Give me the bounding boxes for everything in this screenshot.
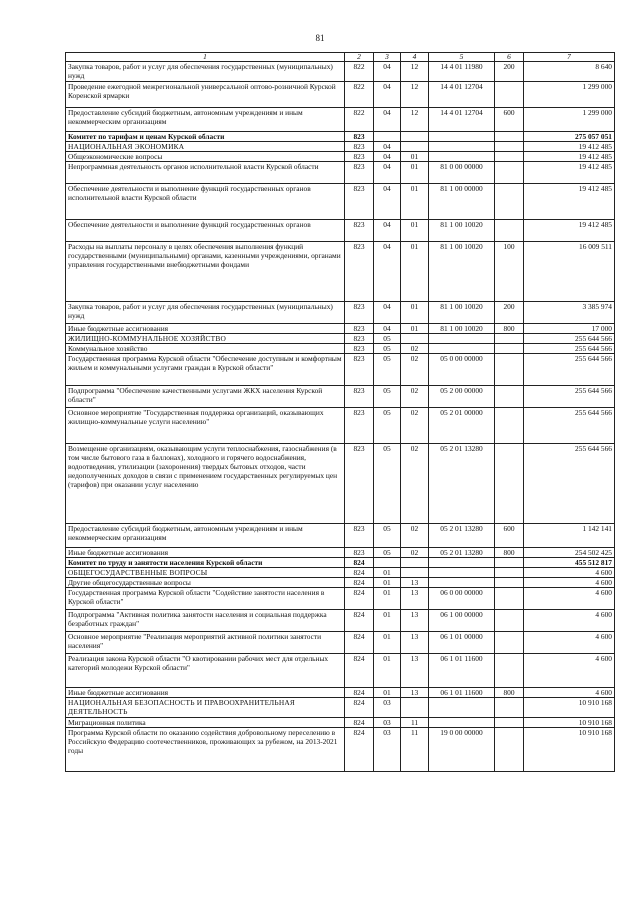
cell-expense-type bbox=[495, 578, 524, 588]
cell-name: Общеэкономические вопросы bbox=[66, 152, 345, 162]
cell-name: Комитет по тарифам и ценам Курской области bbox=[66, 132, 345, 142]
table-row bbox=[66, 444, 615, 524]
cell-name: Иные бюджетные ассигнования bbox=[66, 688, 345, 698]
cell-subsection: 01 bbox=[401, 152, 429, 162]
cell-grbs: 823 bbox=[345, 142, 374, 152]
cell-name: НАЦИОНАЛЬНАЯ БЕЗОПАСНОСТЬ И ПРАВООХРАНИТЕЛЬНАЯ ДЕЯТЕЛЬНОСТЬ bbox=[66, 698, 345, 718]
cell-subsection: 11 bbox=[401, 718, 429, 728]
cell-subsection bbox=[401, 132, 429, 142]
cell-grbs: 823 bbox=[345, 444, 374, 524]
cell-section: 04 bbox=[374, 302, 401, 324]
cell-expense-type bbox=[495, 654, 524, 688]
cell-target-article: 81 1 00 10020 bbox=[429, 242, 495, 302]
cell-expense-type bbox=[495, 568, 524, 578]
cell-subsection: 01 bbox=[401, 220, 429, 242]
col-header-target-article: 5 bbox=[429, 53, 495, 62]
cell-target-article: 05 2 01 00000 bbox=[429, 408, 495, 444]
cell-subsection bbox=[401, 142, 429, 152]
table-row bbox=[66, 162, 615, 184]
cell-subsection: 11 bbox=[401, 728, 429, 772]
cell-expense-type bbox=[495, 386, 524, 408]
cell-amount: 19 412 485 bbox=[524, 152, 615, 162]
table-row bbox=[66, 568, 615, 578]
cell-section: 05 bbox=[374, 386, 401, 408]
cell-section: 05 bbox=[374, 344, 401, 354]
cell-expense-type bbox=[495, 728, 524, 772]
cell-expense-type: 100 bbox=[495, 242, 524, 302]
cell-target-article bbox=[429, 334, 495, 344]
table-row bbox=[66, 524, 615, 548]
cell-grbs: 823 bbox=[345, 184, 374, 220]
cell-name: Закупка товаров, работ и услуг для обеспечения государственных (муниципальных) нужд bbox=[66, 302, 345, 324]
cell-amount: 255 644 566 bbox=[524, 444, 615, 524]
table-row bbox=[66, 132, 615, 142]
cell-subsection bbox=[401, 568, 429, 578]
cell-subsection bbox=[401, 558, 429, 568]
cell-grbs: 823 bbox=[345, 132, 374, 142]
cell-subsection: 02 bbox=[401, 344, 429, 354]
cell-name: Предоставление субсидий бюджетным, автономным учреждениям и иным некоммерческим организациям bbox=[66, 108, 345, 132]
cell-amount: 4 600 bbox=[524, 654, 615, 688]
table-row bbox=[66, 588, 615, 610]
cell-target-article: 81 1 00 10020 bbox=[429, 220, 495, 242]
cell-subsection: 13 bbox=[401, 578, 429, 588]
cell-name: ОБЩЕГОСУДАРСТВЕННЫЕ ВОПРОСЫ bbox=[66, 568, 345, 578]
cell-amount: 16 009 511 bbox=[524, 242, 615, 302]
cell-target-article: 06 1 01 00000 bbox=[429, 632, 495, 654]
cell-section: 01 bbox=[374, 568, 401, 578]
col-header-name: 1 bbox=[66, 53, 345, 62]
cell-subsection: 12 bbox=[401, 62, 429, 82]
table-row bbox=[66, 324, 615, 334]
cell-section: 01 bbox=[374, 588, 401, 610]
table-row bbox=[66, 82, 615, 108]
cell-subsection: 02 bbox=[401, 386, 429, 408]
table-row bbox=[66, 242, 615, 302]
cell-grbs: 824 bbox=[345, 558, 374, 568]
cell-section: 04 bbox=[374, 242, 401, 302]
cell-name: Реализация закона Курской области "О квотировании рабочих мест для отдельных категорий молодежи Курской области" bbox=[66, 654, 345, 688]
cell-expense-type bbox=[495, 698, 524, 718]
cell-section: 03 bbox=[374, 718, 401, 728]
cell-name: Расходы на выплаты персоналу в целях обеспечения выполнения функций государственными (муниципальными) органами, казенными учреждениями, органами управления государственными внебюджетными фондами bbox=[66, 242, 345, 302]
cell-grbs: 823 bbox=[345, 386, 374, 408]
cell-section: 01 bbox=[374, 610, 401, 632]
cell-grbs: 824 bbox=[345, 718, 374, 728]
cell-expense-type bbox=[495, 132, 524, 142]
cell-grbs: 823 bbox=[345, 220, 374, 242]
cell-section: 04 bbox=[374, 152, 401, 162]
cell-target-article: 05 2 01 13280 bbox=[429, 524, 495, 548]
table-row bbox=[66, 152, 615, 162]
table-row bbox=[66, 142, 615, 152]
cell-name: Обеспечение деятельности и выполнение функций государственных органов исполнительной власти Курской области bbox=[66, 184, 345, 220]
cell-subsection: 01 bbox=[401, 302, 429, 324]
cell-section: 04 bbox=[374, 62, 401, 82]
cell-section bbox=[374, 132, 401, 142]
table-row bbox=[66, 220, 615, 242]
cell-subsection: 02 bbox=[401, 408, 429, 444]
cell-section: 04 bbox=[374, 324, 401, 334]
cell-section: 05 bbox=[374, 354, 401, 386]
cell-grbs: 824 bbox=[345, 688, 374, 698]
table-row bbox=[66, 354, 615, 386]
table-row bbox=[66, 578, 615, 588]
col-header-amount: 7 bbox=[524, 53, 615, 62]
cell-expense-type bbox=[495, 162, 524, 184]
cell-amount: 255 644 566 bbox=[524, 354, 615, 386]
cell-amount: 4 600 bbox=[524, 632, 615, 654]
cell-name: Коммунальное хозяйство bbox=[66, 344, 345, 354]
table-row bbox=[66, 62, 615, 82]
cell-section: 04 bbox=[374, 184, 401, 220]
cell-grbs: 822 bbox=[345, 108, 374, 132]
cell-section: 05 bbox=[374, 408, 401, 444]
cell-expense-type bbox=[495, 588, 524, 610]
cell-section: 01 bbox=[374, 578, 401, 588]
cell-subsection: 13 bbox=[401, 654, 429, 688]
cell-expense-type: 800 bbox=[495, 688, 524, 698]
cell-name: Другие общегосударственные вопросы bbox=[66, 578, 345, 588]
cell-section: 01 bbox=[374, 688, 401, 698]
cell-target-article: 06 1 00 00000 bbox=[429, 610, 495, 632]
cell-subsection: 01 bbox=[401, 184, 429, 220]
table-row bbox=[66, 548, 615, 558]
table-row bbox=[66, 408, 615, 444]
cell-expense-type: 200 bbox=[495, 302, 524, 324]
cell-subsection: 01 bbox=[401, 242, 429, 302]
table-row bbox=[66, 688, 615, 698]
cell-expense-type bbox=[495, 184, 524, 220]
cell-grbs: 823 bbox=[345, 354, 374, 386]
cell-amount: 10 910 168 bbox=[524, 718, 615, 728]
cell-grbs: 823 bbox=[345, 548, 374, 558]
cell-amount: 4 600 bbox=[524, 568, 615, 578]
cell-amount: 4 600 bbox=[524, 688, 615, 698]
cell-grbs: 824 bbox=[345, 578, 374, 588]
table-row bbox=[66, 718, 615, 728]
cell-expense-type bbox=[495, 354, 524, 386]
cell-subsection: 01 bbox=[401, 162, 429, 184]
cell-section: 04 bbox=[374, 82, 401, 108]
cell-grbs: 824 bbox=[345, 654, 374, 688]
cell-target-article: 06 1 01 11600 bbox=[429, 688, 495, 698]
cell-name: ЖИЛИЩНО-КОММУНАЛЬНОЕ ХОЗЯЙСТВО bbox=[66, 334, 345, 344]
table-row bbox=[66, 654, 615, 688]
cell-section: 05 bbox=[374, 524, 401, 548]
cell-section: 03 bbox=[374, 728, 401, 772]
cell-expense-type: 800 bbox=[495, 548, 524, 558]
cell-name: Возмещение организациям, оказывающим услуги теплоснабжения, газоснабжения (в том числе бытового газа в баллонах), холодного и горячего водоснабжения, водоотведения, утилизации (захоронения) твердых бытовых отходов, части недополученных доходов в связи с применением государственных регулируемых цен (тарифов) при оказании услуг населению bbox=[66, 444, 345, 524]
cell-target-article: 14 4 01 11980 bbox=[429, 62, 495, 82]
cell-target-article bbox=[429, 344, 495, 354]
cell-target-article: 81 1 00 10020 bbox=[429, 302, 495, 324]
cell-amount: 4 600 bbox=[524, 578, 615, 588]
cell-target-article: 14 4 01 12704 bbox=[429, 82, 495, 108]
cell-grbs: 823 bbox=[345, 302, 374, 324]
cell-section: 01 bbox=[374, 654, 401, 688]
cell-subsection bbox=[401, 698, 429, 718]
cell-expense-type bbox=[495, 334, 524, 344]
cell-grbs: 824 bbox=[345, 728, 374, 772]
cell-target-article bbox=[429, 718, 495, 728]
cell-subsection: 01 bbox=[401, 324, 429, 334]
cell-section: 05 bbox=[374, 444, 401, 524]
budget-table bbox=[65, 52, 615, 772]
cell-amount: 255 644 566 bbox=[524, 344, 615, 354]
cell-amount: 455 512 817 bbox=[524, 558, 615, 568]
header-row bbox=[66, 53, 615, 62]
cell-subsection: 12 bbox=[401, 82, 429, 108]
cell-subsection: 02 bbox=[401, 548, 429, 558]
cell-subsection: 13 bbox=[401, 688, 429, 698]
cell-name: Предоставление субсидий бюджетным, автономным учреждениям и иным некоммерческим организациям bbox=[66, 524, 345, 548]
cell-target-article: 06 0 00 00000 bbox=[429, 588, 495, 610]
cell-grbs: 823 bbox=[345, 242, 374, 302]
cell-amount: 1 299 000 bbox=[524, 82, 615, 108]
cell-amount: 19 412 485 bbox=[524, 184, 615, 220]
cell-grbs: 824 bbox=[345, 588, 374, 610]
cell-expense-type bbox=[495, 408, 524, 444]
table-row bbox=[66, 558, 615, 568]
cell-name: Комитет по труду и занятости населения Курской области bbox=[66, 558, 345, 568]
cell-grbs: 823 bbox=[345, 324, 374, 334]
cell-amount: 255 644 566 bbox=[524, 334, 615, 344]
cell-expense-type bbox=[495, 152, 524, 162]
cell-amount: 19 412 485 bbox=[524, 162, 615, 184]
cell-name: Основное мероприятие "Государственная поддержка организаций, оказывающих жилищно-коммунальные услуги населению" bbox=[66, 408, 345, 444]
cell-target-article bbox=[429, 558, 495, 568]
cell-expense-type: 600 bbox=[495, 108, 524, 132]
cell-target-article bbox=[429, 698, 495, 718]
cell-expense-type bbox=[495, 82, 524, 108]
cell-amount: 255 644 566 bbox=[524, 408, 615, 444]
cell-target-article: 14 4 01 12704 bbox=[429, 108, 495, 132]
cell-section: 04 bbox=[374, 220, 401, 242]
cell-grbs: 823 bbox=[345, 334, 374, 344]
cell-amount: 4 600 bbox=[524, 610, 615, 632]
cell-grbs: 824 bbox=[345, 568, 374, 578]
cell-expense-type bbox=[495, 610, 524, 632]
cell-expense-type bbox=[495, 220, 524, 242]
cell-amount: 3 385 974 bbox=[524, 302, 615, 324]
cell-grbs: 823 bbox=[345, 344, 374, 354]
cell-amount: 19 412 485 bbox=[524, 220, 615, 242]
cell-expense-type: 600 bbox=[495, 524, 524, 548]
col-header-section: 3 bbox=[374, 53, 401, 62]
page-number: 81 bbox=[315, 33, 325, 43]
cell-amount: 4 600 bbox=[524, 588, 615, 610]
cell-amount: 10 910 168 bbox=[524, 698, 615, 718]
cell-name: Обеспечение деятельности и выполнение функций государственных органов bbox=[66, 220, 345, 242]
cell-amount: 254 502 425 bbox=[524, 548, 615, 558]
cell-section: 03 bbox=[374, 698, 401, 718]
cell-section bbox=[374, 558, 401, 568]
cell-section: 04 bbox=[374, 142, 401, 152]
cell-name: Проведение ежегодной межрегиональной универсальной оптово-розничной Курской Коренской ярмарки bbox=[66, 82, 345, 108]
col-header-subsection: 4 bbox=[401, 53, 429, 62]
cell-name: Иные бюджетные ассигнования bbox=[66, 324, 345, 334]
cell-section: 04 bbox=[374, 108, 401, 132]
table-row bbox=[66, 698, 615, 718]
cell-grbs: 824 bbox=[345, 610, 374, 632]
cell-name: Государственная программа Курской области "Содействие занятости населения в Курской области" bbox=[66, 588, 345, 610]
table-row bbox=[66, 344, 615, 354]
cell-name: Основное мероприятие "Реализация мероприятий активной политики занятости населения" bbox=[66, 632, 345, 654]
cell-name: Закупка товаров, работ и услуг для обеспечения государственных (муниципальных) нужд bbox=[66, 62, 345, 82]
cell-section: 01 bbox=[374, 632, 401, 654]
cell-subsection: 02 bbox=[401, 444, 429, 524]
cell-name: Подпрограмма "Активная политика занятости населения и социальная поддержка безработных граждан" bbox=[66, 610, 345, 632]
cell-amount: 1 299 000 bbox=[524, 108, 615, 132]
cell-target-article: 81 0 00 00000 bbox=[429, 162, 495, 184]
cell-target-article bbox=[429, 568, 495, 578]
cell-target-article: 05 0 00 00000 bbox=[429, 354, 495, 386]
cell-subsection: 13 bbox=[401, 610, 429, 632]
cell-target-article: 05 2 01 13280 bbox=[429, 444, 495, 524]
cell-expense-type bbox=[495, 142, 524, 152]
cell-name: Иные бюджетные ассигнования bbox=[66, 548, 345, 558]
cell-expense-type: 200 bbox=[495, 62, 524, 82]
cell-target-article: 06 1 01 11600 bbox=[429, 654, 495, 688]
cell-expense-type: 800 bbox=[495, 324, 524, 334]
cell-name: Государственная программа Курской области "Обеспечение доступным и комфортным жильем и коммунальными услугами граждан в Курской области" bbox=[66, 354, 345, 386]
table-row bbox=[66, 632, 615, 654]
table-row bbox=[66, 184, 615, 220]
cell-grbs: 823 bbox=[345, 524, 374, 548]
cell-grbs: 824 bbox=[345, 698, 374, 718]
cell-target-article bbox=[429, 132, 495, 142]
cell-target-article: 81 1 00 00000 bbox=[429, 184, 495, 220]
cell-grbs: 823 bbox=[345, 408, 374, 444]
cell-target-article: 05 2 00 00000 bbox=[429, 386, 495, 408]
table-row bbox=[66, 610, 615, 632]
cell-target-article bbox=[429, 142, 495, 152]
cell-amount: 255 644 566 bbox=[524, 386, 615, 408]
cell-amount: 8 640 bbox=[524, 62, 615, 82]
cell-subsection: 02 bbox=[401, 524, 429, 548]
cell-expense-type bbox=[495, 444, 524, 524]
cell-amount: 1 142 141 bbox=[524, 524, 615, 548]
cell-expense-type bbox=[495, 632, 524, 654]
cell-target-article: 05 2 01 13280 bbox=[429, 548, 495, 558]
cell-section: 05 bbox=[374, 548, 401, 558]
cell-subsection: 13 bbox=[401, 632, 429, 654]
cell-name: НАЦИОНАЛЬНАЯ ЭКОНОМИКА bbox=[66, 142, 345, 152]
cell-section: 04 bbox=[374, 162, 401, 184]
cell-expense-type bbox=[495, 718, 524, 728]
table-row bbox=[66, 108, 615, 132]
cell-expense-type bbox=[495, 558, 524, 568]
cell-grbs: 823 bbox=[345, 152, 374, 162]
cell-grbs: 823 bbox=[345, 162, 374, 184]
cell-section: 05 bbox=[374, 334, 401, 344]
cell-subsection: 02 bbox=[401, 354, 429, 386]
cell-grbs: 822 bbox=[345, 82, 374, 108]
table-body bbox=[66, 62, 615, 772]
cell-amount: 275 057 051 bbox=[524, 132, 615, 142]
cell-amount: 10 910 168 bbox=[524, 728, 615, 772]
table-row bbox=[66, 728, 615, 772]
cell-name: Подпрограмма "Обеспечение качественными услугами ЖКХ населения Курской области" bbox=[66, 386, 345, 408]
cell-grbs: 824 bbox=[345, 632, 374, 654]
cell-target-article: 19 0 00 00000 bbox=[429, 728, 495, 772]
col-header-grbs: 2 bbox=[345, 53, 374, 62]
cell-name: Миграционная политика bbox=[66, 718, 345, 728]
table-row bbox=[66, 302, 615, 324]
cell-amount: 19 412 485 bbox=[524, 142, 615, 152]
cell-target-article bbox=[429, 152, 495, 162]
cell-target-article bbox=[429, 578, 495, 588]
cell-name: Непрограммная деятельность органов исполнительной власти Курской области bbox=[66, 162, 345, 184]
cell-grbs: 822 bbox=[345, 62, 374, 82]
cell-subsection bbox=[401, 334, 429, 344]
cell-amount: 17 000 bbox=[524, 324, 615, 334]
table-row bbox=[66, 386, 615, 408]
cell-expense-type bbox=[495, 344, 524, 354]
cell-target-article: 81 1 00 10020 bbox=[429, 324, 495, 334]
table-row bbox=[66, 334, 615, 344]
cell-name: Программа Курской области по оказанию содействия добровольному переселению в Российскую Федерацию соотечественников, проживающих за рубежом, на 2013-2021 годы bbox=[66, 728, 345, 772]
cell-subsection: 12 bbox=[401, 108, 429, 132]
cell-subsection: 13 bbox=[401, 588, 429, 610]
col-header-expense-type: 6 bbox=[495, 53, 524, 62]
